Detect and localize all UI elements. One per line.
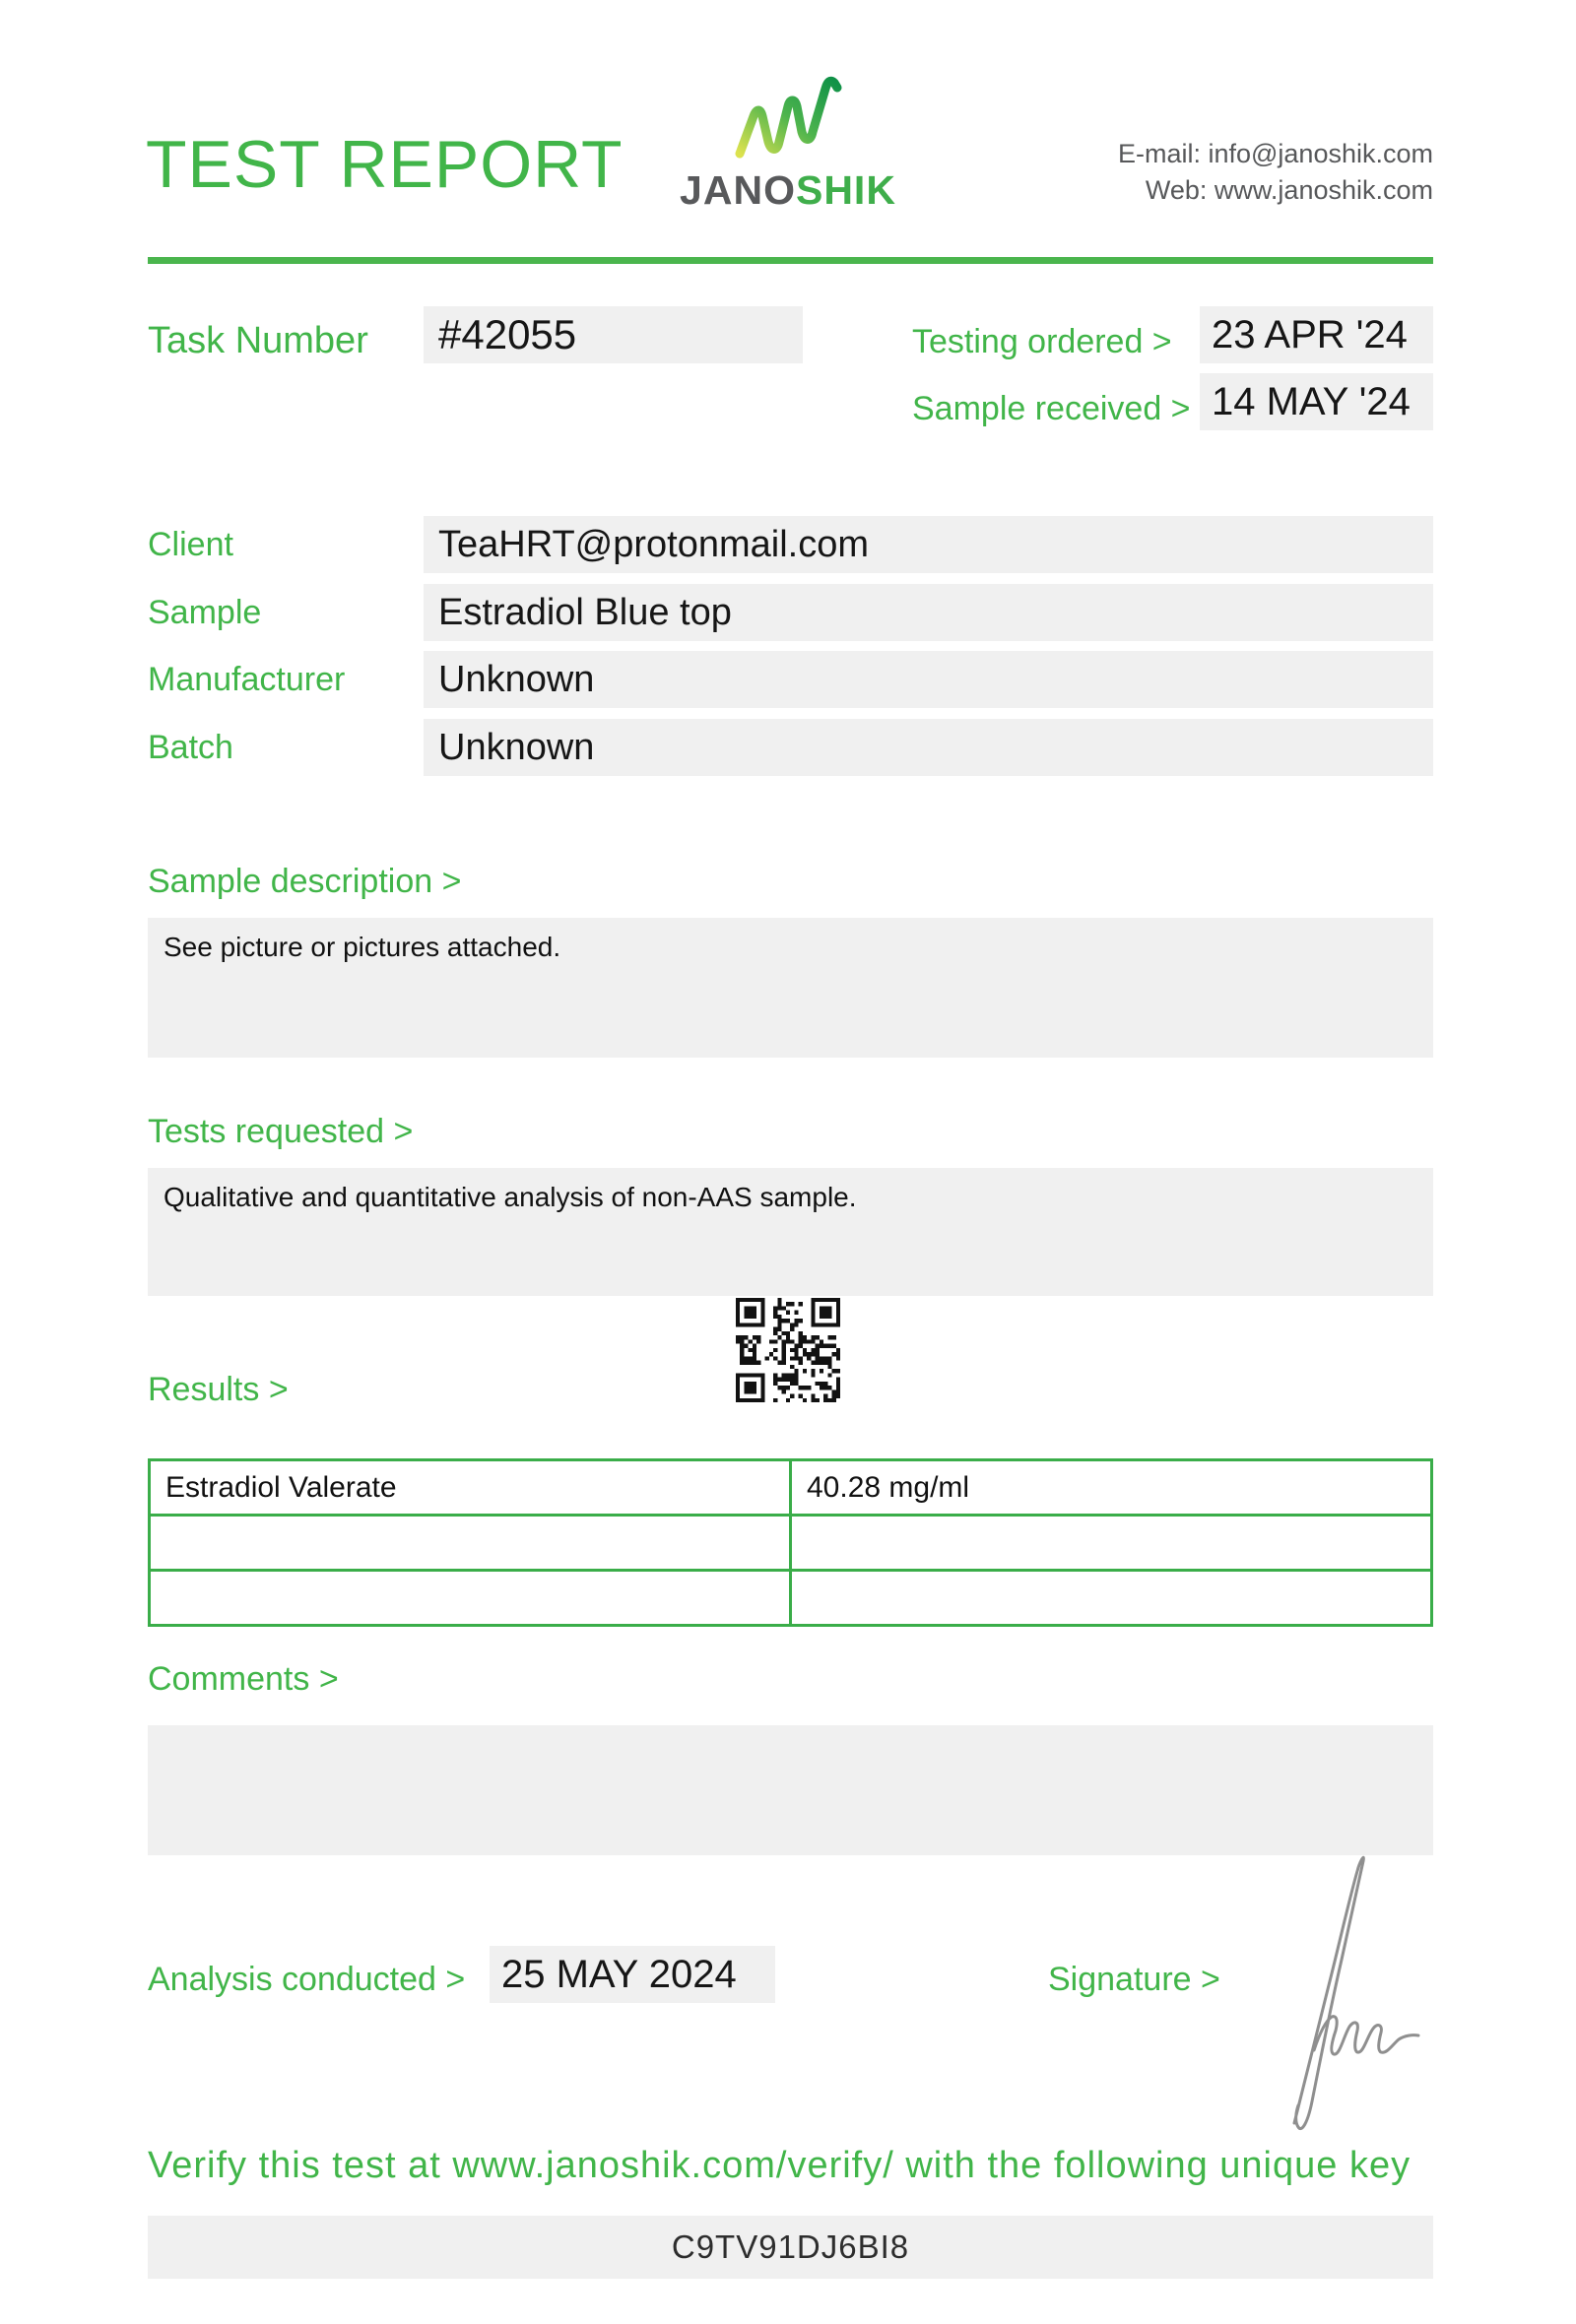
task-number-label: Task Number: [148, 320, 368, 361]
qr-code: [736, 1298, 840, 1402]
testing-ordered-label: Testing ordered >: [912, 323, 1172, 360]
contact-info: [1118, 136, 1433, 209]
sample-description-box: [148, 918, 1433, 1058]
signature-scribble: [1259, 1828, 1436, 2138]
client-value: TeaHRT@protonmail.com: [438, 524, 870, 565]
result-value: [791, 1571, 1432, 1626]
tests-requested-text: Qualitative and quantitative analysis of non-AAS sample.: [164, 1182, 857, 1212]
analysis-date-field: [490, 1946, 775, 2003]
task-number-field: [424, 306, 803, 363]
analysis-date-value: 25 MAY 2024: [501, 1953, 737, 1996]
sample-label: Sample: [148, 594, 262, 631]
testing-ordered-field: [1200, 306, 1433, 363]
page-title: TEST REPORT: [146, 127, 624, 202]
task-number-value: #42055: [438, 311, 577, 357]
testing-ordered-value: 23 APR '24: [1212, 313, 1408, 356]
logo-text-jano: JANO: [680, 167, 796, 213]
result-compound: Estradiol Valerate: [150, 1460, 791, 1516]
comments-heading: Comments >: [148, 1660, 339, 1698]
manufacturer-value: Unknown: [438, 659, 595, 700]
manufacturer-field: [424, 651, 1433, 708]
sample-received-field: [1200, 373, 1433, 430]
result-value: 40.28 mg/ml: [791, 1460, 1432, 1516]
results-heading: Results >: [148, 1371, 289, 1408]
header-divider: [148, 257, 1433, 264]
verify-instruction: Verify this test at www.janoshik.com/verify/ with the following unique key: [148, 2145, 1412, 2186]
verify-key-value: C9TV91DJ6BI8: [671, 2228, 910, 2265]
result-value: [791, 1516, 1432, 1571]
sample-received-value: 14 MAY '24: [1212, 380, 1411, 423]
comments-text: [148, 1725, 1433, 1751]
analysis-conducted-label: Analysis conducted >: [148, 1961, 466, 1998]
tests-requested-box: [148, 1168, 1433, 1296]
result-compound: [150, 1516, 791, 1571]
contact-web: Web: www.janoshik.com: [1145, 175, 1433, 205]
batch-label: Batch: [148, 729, 233, 766]
results-table: [148, 1458, 1433, 1627]
comments-box: [148, 1725, 1433, 1855]
results-row: [150, 1460, 1432, 1516]
sample-description-heading: Sample description >: [148, 863, 462, 900]
janoshik-logo: [675, 75, 901, 214]
sample-field: [424, 584, 1433, 641]
sample-description-text: See picture or pictures attached.: [164, 932, 561, 962]
results-row: [150, 1516, 1432, 1571]
chart-peaks-icon: [733, 75, 843, 165]
sample-value: Estradiol Blue top: [438, 592, 732, 633]
logo-wordmark: [675, 167, 901, 214]
batch-field: [424, 719, 1433, 776]
tests-requested-heading: Tests requested >: [148, 1113, 414, 1150]
client-field: [424, 516, 1433, 573]
contact-email: E-mail: info@janoshik.com: [1117, 139, 1433, 168]
logo-text-shik: SHIK: [795, 167, 896, 213]
result-compound: [150, 1571, 791, 1626]
results-row: [150, 1571, 1432, 1626]
client-label: Client: [148, 526, 233, 563]
sample-received-label: Sample received >: [912, 390, 1191, 427]
manufacturer-label: Manufacturer: [148, 661, 346, 698]
verify-key-field: [148, 2216, 1433, 2279]
signature-label: Signature >: [1048, 1961, 1220, 1998]
batch-value: Unknown: [438, 727, 595, 768]
